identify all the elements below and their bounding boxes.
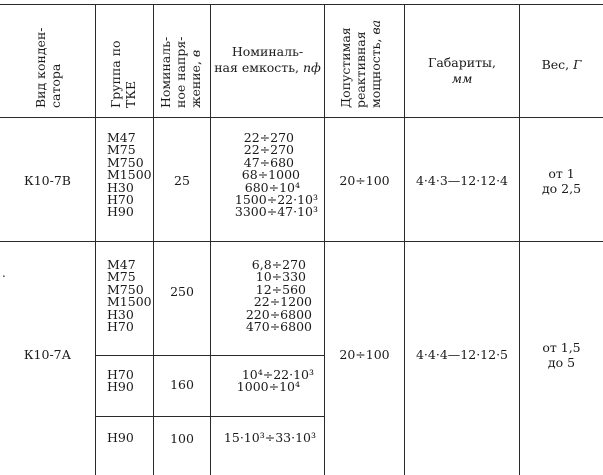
row2-group2-voltage: 160	[170, 377, 194, 392]
header-dimensions: Габариты, мм	[428, 55, 496, 86]
section-divider-rule	[0, 241, 603, 242]
margin-mark: .	[2, 266, 6, 280]
row1-capacitance-list: 22÷270 22÷270 47÷680 68÷1000 680÷10⁴ 1500÷22·10³ 3300÷47·10³	[234, 130, 318, 220]
row2-group2-tke-list: Н70 Н90	[107, 367, 134, 395]
row2-type: К10-7А	[23, 347, 72, 362]
row2-reactive-power: 20÷100	[339, 347, 390, 362]
column-rule	[153, 4, 154, 475]
row2-group1-capacitance-list: 6,8÷270 10÷330 12÷560 22÷1200 220÷6800 470÷6800	[245, 257, 312, 335]
header-capacitance-label: Номиналь- ная емкость,	[214, 44, 304, 75]
row1-voltage: 25	[174, 173, 190, 188]
row2-group3-tke-list: Н90	[107, 430, 134, 445]
row2-group2-capacitance-list: 10⁴÷22·10³ 1000÷10⁴	[236, 367, 314, 395]
header-capacitance-unit: пф	[302, 60, 321, 75]
table-top-rule	[0, 4, 603, 5]
header-bottom-rule	[0, 117, 603, 118]
header-capacitor-type: Вид конден- сатора	[33, 27, 63, 108]
header-reactive-power: Допустимая реактивная мощность, ва	[338, 19, 383, 108]
row2-group1-voltage: 250	[170, 284, 194, 299]
header-capacitance	[211, 44, 324, 76]
header-weight: Вес, Г	[541, 57, 582, 72]
column-rule	[95, 4, 96, 475]
row2-weight: от 1,5 до 5	[542, 340, 581, 370]
row1-dimensions: 4·4·3—12·12·4	[415, 173, 509, 188]
row2-group1-tke-list: М47 М75 М750 М1500 Н30 Н70	[107, 257, 152, 335]
row1-reactive-power: 20÷100	[339, 173, 390, 188]
header-tke-group: Группа по ТКЕ	[108, 40, 138, 108]
header-rated-voltage: Номиналь- ное напря- жение, в	[158, 36, 203, 108]
column-rule	[324, 4, 325, 475]
row1-weight: от 1 до 2,5	[541, 166, 582, 196]
row1-tke-list: М47 М75 М750 М1500 Н30 Н70 Н90	[107, 130, 152, 220]
row2-group3-voltage: 100	[170, 431, 194, 446]
row2-dimensions: 4·4·4—12·12·5	[415, 347, 509, 362]
row1-type: К10-7В	[24, 173, 71, 188]
row2-group3-capacitance-list: 15·10³÷33·10³	[223, 430, 316, 445]
column-rule	[519, 4, 520, 475]
